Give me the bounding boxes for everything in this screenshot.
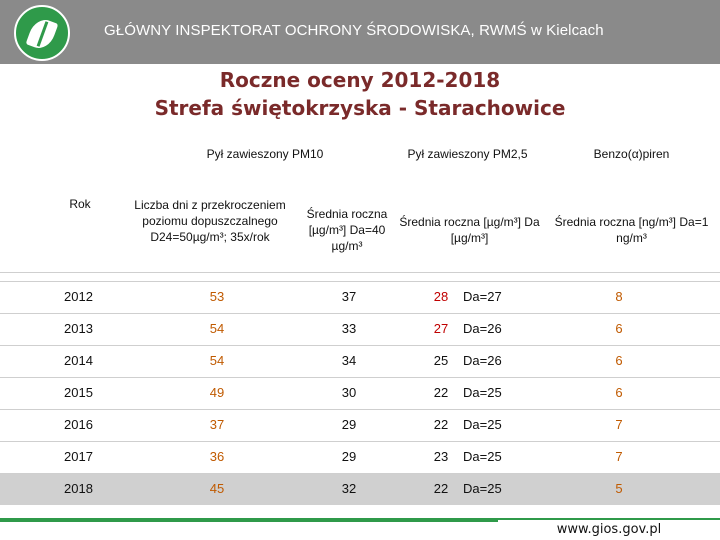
column-header-pm10-avg: Średnia roczna [µg/m³] Da=40 µg/m³ xyxy=(306,207,388,253)
table-row xyxy=(0,346,720,377)
table-row xyxy=(0,378,720,409)
cell-pm25-da: Da=25 xyxy=(463,417,502,432)
cell-year: 2012 xyxy=(64,289,93,304)
cell-pm10-avg: 37 xyxy=(341,289,357,304)
header-band xyxy=(0,0,720,64)
cell-bap-avg: 8 xyxy=(615,289,623,304)
cell-pm25-avg: 22 xyxy=(433,481,449,496)
table-row xyxy=(0,410,720,441)
cell-year: 2015 xyxy=(64,385,93,400)
cell-pm10-days: 37 xyxy=(209,417,225,432)
column-header-pm25-avg: Średnia roczna [µg/m³] Da [µg/m³] xyxy=(399,215,540,245)
cell-pm25-avg: 27 xyxy=(433,321,449,336)
column-header-bap-avg: Średnia roczna [ng/m³] Da=1 ng/m³ xyxy=(554,215,709,245)
cell-pm10-days: 45 xyxy=(209,481,225,496)
table-row xyxy=(0,314,720,345)
column-header-bap: Benzo(α)piren xyxy=(593,147,670,161)
column-header-pm10-days: Liczba dni z przekroczeniem poziomu dopuszczalnego D24=50µg/m³; 35x/rok xyxy=(134,198,286,244)
cell-pm25-da: Da=25 xyxy=(463,449,502,464)
table-row xyxy=(0,474,720,505)
cell-pm10-days: 54 xyxy=(209,321,225,336)
cell-pm25-avg: 25 xyxy=(433,353,449,368)
cell-year: 2013 xyxy=(64,321,93,336)
cell-pm10-avg: 32 xyxy=(341,481,357,496)
cell-pm10-days: 49 xyxy=(209,385,225,400)
cell-bap-avg: 7 xyxy=(615,417,623,432)
column-header-pm10: Pył zawieszony PM10 xyxy=(206,147,324,161)
cell-pm25-avg: 22 xyxy=(433,385,449,400)
column-header-rok: Rok xyxy=(69,197,91,211)
cell-bap-avg: 6 xyxy=(615,353,623,368)
gios-leaf-logo-icon xyxy=(14,5,70,61)
cell-pm10-avg: 29 xyxy=(341,417,357,432)
cell-pm25-avg: 22 xyxy=(433,417,449,432)
cell-pm25-avg: 23 xyxy=(433,449,449,464)
header-divider xyxy=(0,272,720,273)
cell-pm10-avg: 34 xyxy=(341,353,357,368)
cell-pm10-avg: 30 xyxy=(341,385,357,400)
page-title: Roczne oceny 2012-2018 xyxy=(219,68,501,92)
cell-pm25-avg: 28 xyxy=(433,289,449,304)
cell-pm10-avg: 33 xyxy=(341,321,357,336)
table-row xyxy=(0,282,720,313)
cell-pm10-days: 53 xyxy=(209,289,225,304)
cell-pm25-da: Da=26 xyxy=(463,353,502,368)
cell-bap-avg: 7 xyxy=(615,449,623,464)
cell-pm25-da: Da=27 xyxy=(463,289,502,304)
cell-pm25-da: Da=26 xyxy=(463,321,502,336)
cell-bap-avg: 6 xyxy=(615,321,623,336)
cell-year: 2016 xyxy=(64,417,93,432)
cell-pm25-da: Da=25 xyxy=(463,481,502,496)
cell-bap-avg: 5 xyxy=(615,481,623,496)
cell-year: 2017 xyxy=(64,449,93,464)
header-title: GŁÓWNY INSPEKTORAT OCHRONY ŚRODOWISKA, RWMŚ w Kielcach xyxy=(104,22,604,39)
column-header-pm25: Pył zawieszony PM2,5 xyxy=(407,147,528,161)
table-row xyxy=(0,442,720,473)
cell-pm10-avg: 29 xyxy=(341,449,357,464)
cell-bap-avg: 6 xyxy=(615,385,623,400)
cell-pm10-days: 54 xyxy=(209,353,225,368)
cell-year: 2014 xyxy=(64,353,93,368)
cell-pm10-days: 36 xyxy=(209,449,225,464)
footer-url[interactable]: www.gios.gov.pl xyxy=(498,520,720,540)
page-subtitle: Strefa świętokrzyska - Starachowice xyxy=(154,96,566,120)
cell-pm25-da: Da=25 xyxy=(463,385,502,400)
cell-year: 2018 xyxy=(64,481,93,496)
